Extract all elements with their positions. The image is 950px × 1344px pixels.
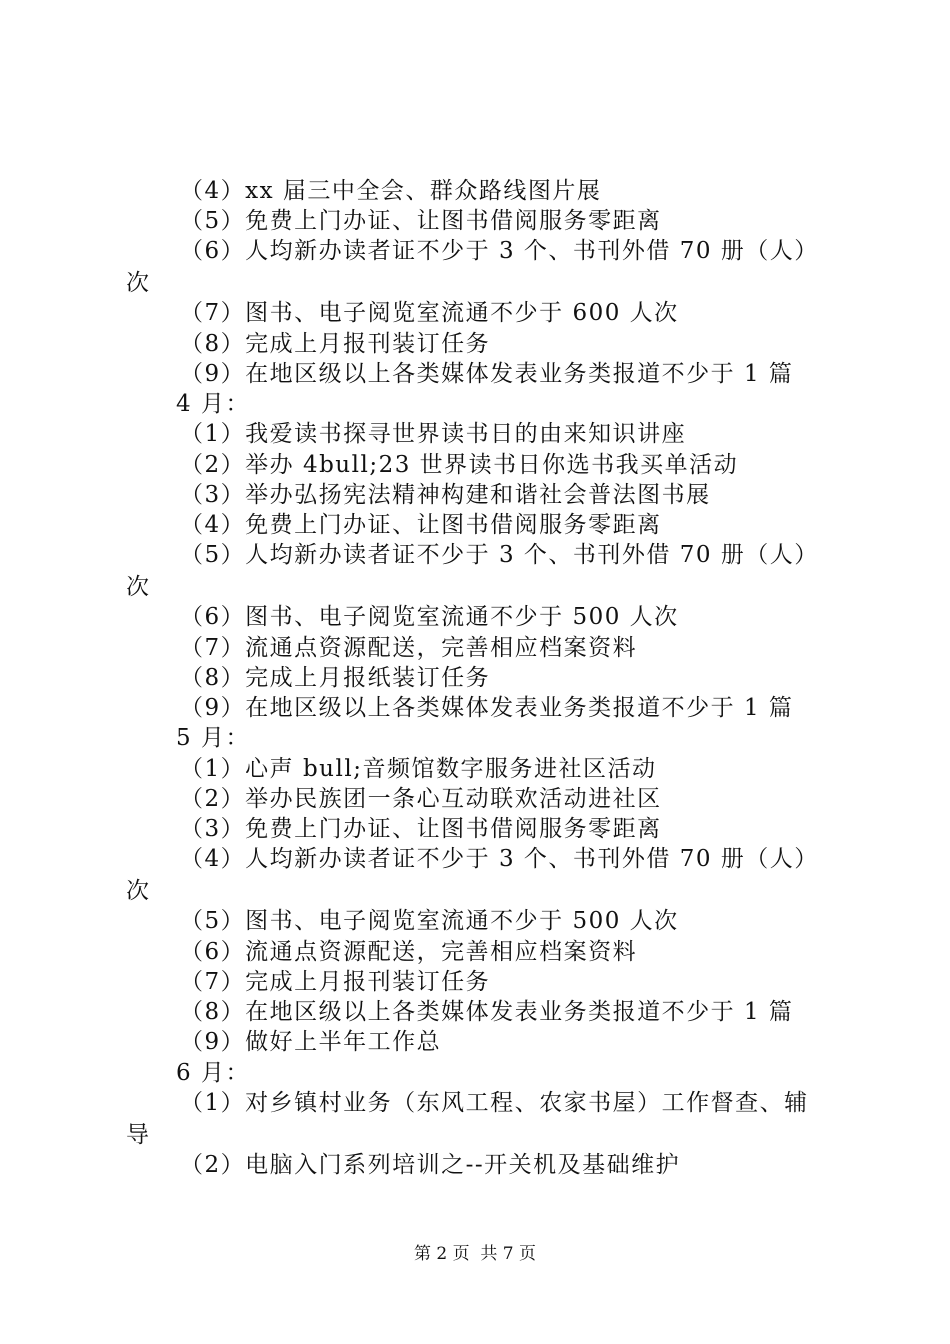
text-line: 导 — [126, 1122, 151, 1148]
month-heading: 5 月： — [176, 725, 250, 751]
text-line: （7）流通点资源配送，完善相应档案资料 — [180, 635, 638, 661]
text-line: 次 — [126, 574, 151, 600]
text-line: （3）举办弘扬宪法精神构建和谐社会普法图书展 — [180, 482, 711, 508]
text-line: （5）免费上门办证、让图书借阅服务零距离 — [180, 208, 662, 234]
text-line: （4）免费上门办证、让图书借阅服务零距离 — [180, 512, 662, 538]
text-line: （8）完成上月报纸装订任务 — [180, 665, 491, 691]
text-line: （7）图书、电子阅览室流通不少于 600 人次 — [180, 300, 679, 326]
text-line: 次 — [126, 878, 151, 904]
text-line: （9）做好上半年工作总 — [180, 1029, 442, 1055]
text-line: （4）人均新办读者证不少于 3 个、书刊外借 70 册（人） — [180, 846, 819, 872]
month-heading: 6 月： — [176, 1060, 250, 1086]
page-footer: 第 2 页 共 7 页 — [413, 1244, 537, 1264]
month-heading: 4 月： — [176, 391, 250, 417]
text-line: （6）人均新办读者证不少于 3 个、书刊外借 70 册（人） — [180, 238, 819, 264]
text-line: （6）流通点资源配送，完善相应档案资料 — [180, 939, 638, 965]
text-line: （5）人均新办读者证不少于 3 个、书刊外借 70 册（人） — [180, 542, 819, 568]
text-line: （2）举办民族团一条心互动联欢活动进社区 — [180, 786, 662, 812]
text-line: 次 — [126, 270, 151, 296]
text-line: （2）电脑入门系列培训之--开关机及基础维护 — [180, 1152, 681, 1178]
text-line: （7）完成上月报刊装订任务 — [180, 969, 491, 995]
text-line: （9）在地区级以上各类媒体发表业务类报道不少于 1 篇 — [180, 695, 794, 721]
text-line: （1）我爱读书探寻世界读书日的由来知识讲座 — [180, 421, 687, 447]
text-line: （6）图书、电子阅览室流通不少于 500 人次 — [180, 604, 679, 630]
text-line: （1）心声 bull;音频馆数字服务进社区活动 — [180, 756, 657, 782]
text-line: （2）举办 4bull;23 世界读书日你选书我买单活动 — [180, 452, 739, 478]
text-line: （1）对乡镇村业务（东风工程、农家书屋）工作督查、辅 — [180, 1090, 809, 1116]
text-line: （8）完成上月报刊装订任务 — [180, 331, 491, 357]
text-line: （9）在地区级以上各类媒体发表业务类报道不少于 1 篇 — [180, 361, 794, 387]
text-line: （4）xx 届三中全会、群众路线图片展 — [180, 178, 602, 204]
text-line: （3）免费上门办证、让图书借阅服务零距离 — [180, 816, 662, 842]
text-line: （5）图书、电子阅览室流通不少于 500 人次 — [180, 908, 679, 934]
text-line: （8）在地区级以上各类媒体发表业务类报道不少于 1 篇 — [180, 999, 794, 1025]
